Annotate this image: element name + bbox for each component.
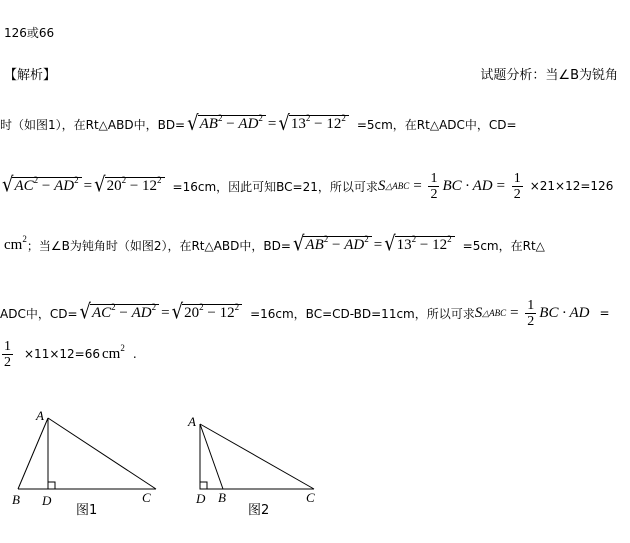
fig1-side-ac: [48, 418, 156, 489]
fig2-caption: 图2: [248, 503, 270, 518]
fig2-label-a: A: [188, 414, 196, 429]
sqrt-ac-ad-2: √ $AC^2 - AD^2$: [80, 304, 160, 322]
fig1-side-ab: [18, 418, 48, 489]
sqrt-20-12-2: √ $20^2 - 12^2$: [172, 304, 242, 322]
fig2-label-b: B: [218, 490, 226, 505]
sqrt-ac-ad: √ $AC^2 - AD^2$: [2, 177, 82, 195]
fig2-right-angle-mark: [200, 482, 207, 489]
analysis-intro: 试题分析：当∠B为锐角: [480, 68, 618, 83]
solution-line-3: $cm^2$ ；当∠B为钝角时（如图2），在Rt△ABD中，BD= √ $AB^2 - AD^2$ = √ $13^2 - 12^2$ =5cm，在Rt△: [4, 232, 545, 257]
area-formula-1: S △ABC = $\frac{1}{2}$ BC · AD = $\frac{1}{2}$: [377, 170, 521, 202]
fig2-side-ac: [200, 424, 314, 489]
solution-line-5: $\frac{1}{2}$ ×11×12=66 $cm^2$ .: [4, 338, 137, 370]
solution-line-2: √ $AC^2 - AD^2$ = √ $20^2 - 12^2$ =16cm，因此可知BC=21，所以可求 S △ABC = $\frac{1}{2}$ BC · AD = $\frac{1}{2}$ ×21×12=126: [2, 170, 614, 202]
answer: 126或66: [4, 26, 55, 40]
half-fraction: $\frac{1}{2}$: [4, 338, 11, 370]
fig2-side-ab: [200, 424, 223, 489]
fig1-right-angle-mark: [48, 482, 55, 489]
fig1-caption: 图1: [76, 503, 98, 518]
fig2-label-d: D: [196, 491, 206, 506]
sqrt-13-12-2: √ $13^2 - 12^2$: [384, 236, 454, 254]
figure-1: [10, 408, 170, 528]
solution-line-1: 时（如图1），在Rt△ABD中，BD= √ $AB^2 - AD^2$ = √ $13^2 - 12^2$ =5cm，在Rt△ADC中，CD=: [0, 111, 517, 136]
sqrt-20-12: √ $20^2 - 12^2$: [94, 177, 164, 195]
analysis-label: 【解析】: [4, 68, 57, 83]
figure-2: [180, 408, 330, 528]
fig1-label-d: D: [42, 493, 52, 508]
sqrt-ab-ad: √ $AB^2 - AD^2$: [187, 115, 266, 133]
sqrt-ab-ad-2: √ $AB^2 - AD^2$: [293, 236, 372, 254]
fig1-label-a: A: [36, 408, 44, 423]
fig1-label-b: B: [12, 492, 20, 507]
fig2-label-c: C: [306, 490, 315, 505]
solution-line-4: ADC中，CD= √ $AC^2 - AD^2$ = √ $20^2 - 12^2$ =16cm，BC=CD-BD=11cm，所以可求 S △ABC = $\frac{1}{2}$ BC · AD =: [0, 297, 610, 329]
sqrt-13-12: √ $13^2 - 12^2$: [278, 115, 348, 133]
area-formula-2: S △ABC = $\frac{1}{2}$ BC · AD: [474, 297, 590, 329]
fig1-label-c: C: [142, 490, 151, 505]
